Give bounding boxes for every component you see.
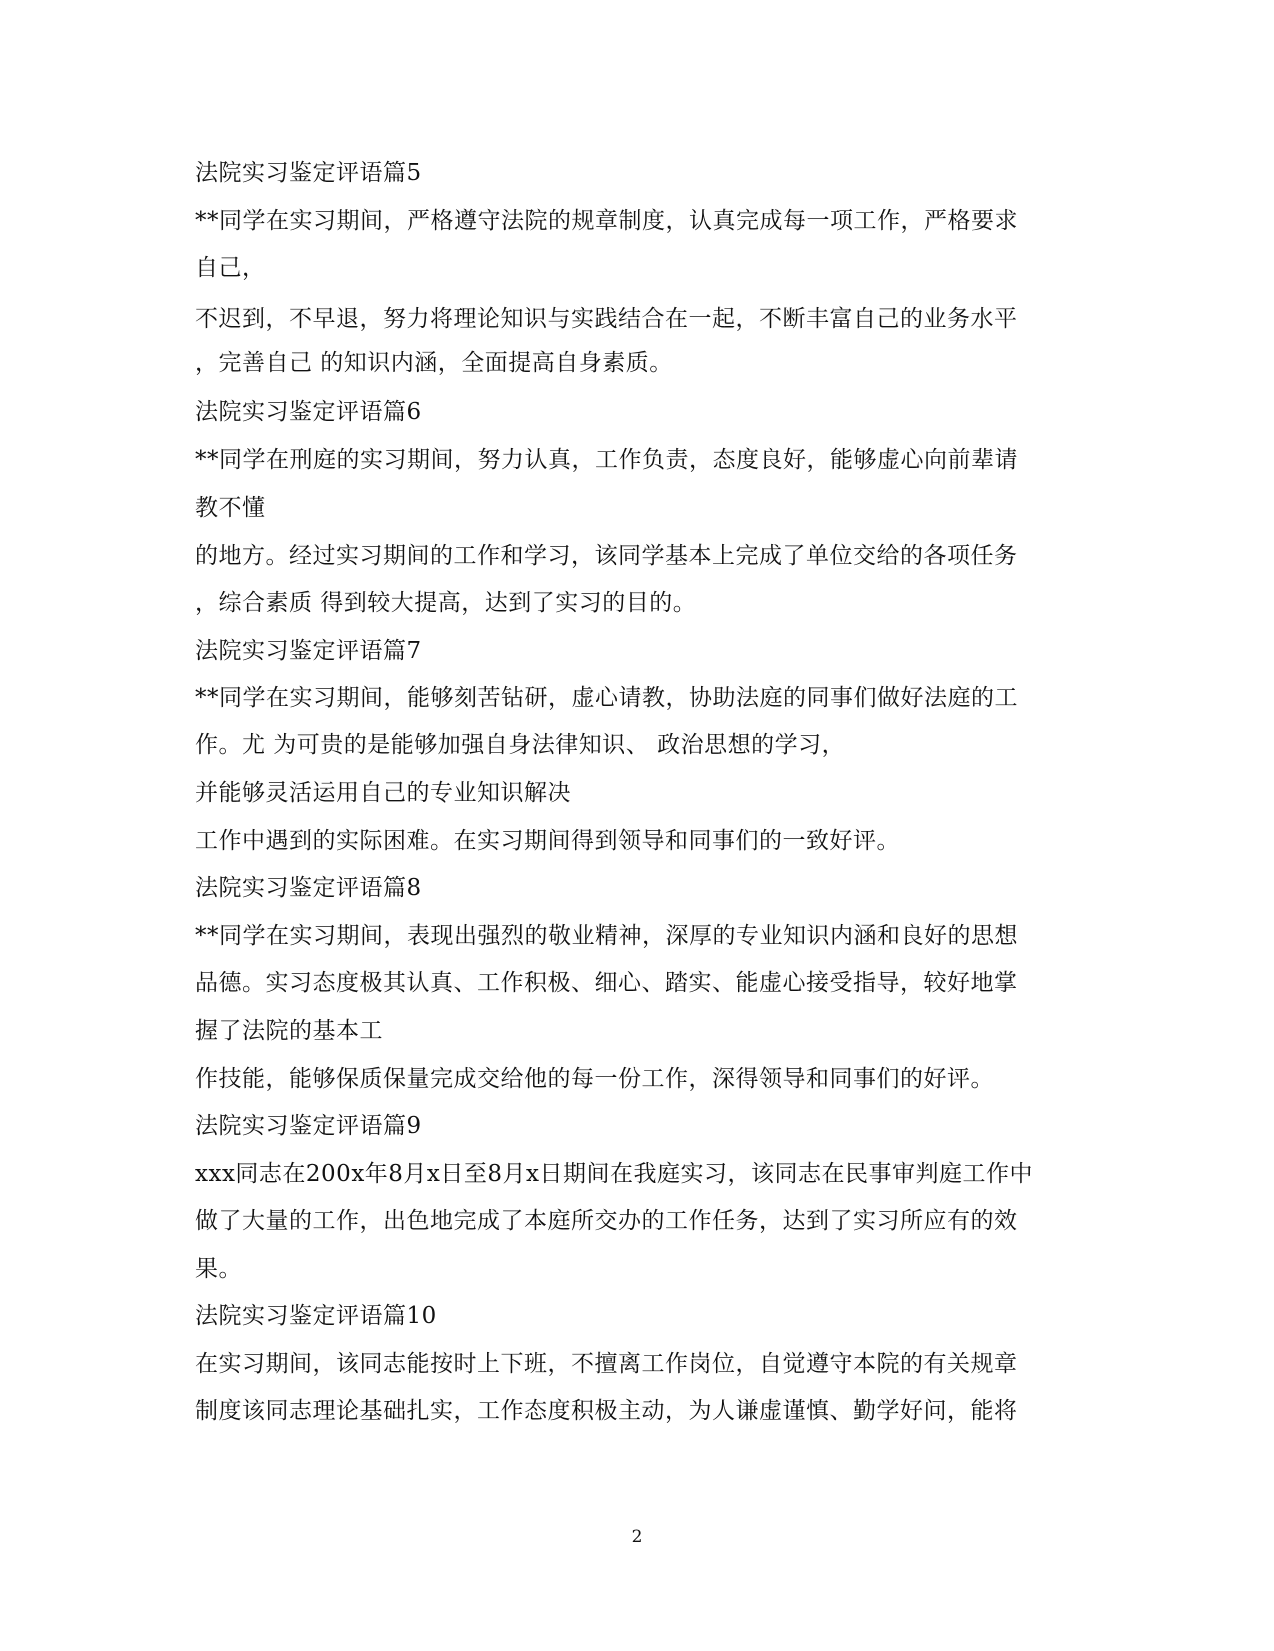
- page-number: 2: [631, 1527, 643, 1547]
- text-line: ，完善自己 的知识内涵，全面提高自身素质。: [195, 350, 673, 376]
- text-line: 做了大量的工作，出色地完成了本庭所交办的工作任务，达到了实习所应有的效: [195, 1208, 1018, 1234]
- text-line: 制度该同志理论基础扎实，工作态度积极主动，为人谦虚谨慎、勤学好问，能将: [195, 1398, 1018, 1424]
- heading-section-5: 法院实习鉴定评语篇5: [195, 160, 422, 186]
- text-line: 的地方。经过实习期间的工作和学习，该同学基本上完成了单位交给的各项任务: [195, 543, 1018, 569]
- text-line: 工作中遇到的实际困难。在实习期间得到领导和同事们的一致好评。: [195, 828, 900, 854]
- text-line: 并能够灵活运用自己的专业知识解决: [195, 780, 571, 806]
- text-line: **同学在实习期间，严格遵守法院的规章制度，认真完成每一项工作，严格要求: [195, 208, 1018, 234]
- text-line: 不迟到，不早退，努力将理论知识与实践结合在一起，不断丰富自己的业务水平: [195, 306, 1018, 332]
- heading-section-9: 法院实习鉴定评语篇9: [195, 1113, 422, 1139]
- heading-section-8: 法院实习鉴定评语篇8: [195, 875, 422, 901]
- text-line: **同学在实习期间，表现出强烈的敬业精神，深厚的专业知识内涵和良好的思想: [195, 923, 1018, 949]
- text-line: 自己，: [195, 255, 266, 281]
- text-line: 品德。实习态度极其认真、工作积极、细心、踏实、能虚心接受指导，较好地掌: [195, 970, 1018, 996]
- heading-section-6: 法院实习鉴定评语篇6: [195, 399, 422, 425]
- text-line: **同学在刑庭的实习期间，努力认真，工作负责，态度良好，能够虚心向前辈请: [195, 447, 1018, 473]
- text-line: ，综合素质 得到较大提高，达到了实习的目的。: [195, 590, 697, 616]
- text-line: 作技能，能够保质保量完成交给他的每一份工作，深得领导和同事们的好评。: [195, 1066, 994, 1092]
- text-line: 作。尤 为可贵的是能够加强自身法律知识、 政治思想的学习，: [195, 732, 846, 758]
- text-line: xxx同志在200x年8月x日至8月x日期间在我庭实习，该同志在民事审判庭工作中: [195, 1161, 1033, 1187]
- text-line: 在实习期间，该同志能按时上下班，不擅离工作岗位，自觉遵守本院的有关规章: [195, 1351, 1018, 1377]
- heading-section-10: 法院实习鉴定评语篇10: [195, 1303, 437, 1329]
- text-line: 果。: [195, 1256, 242, 1282]
- text-line: **同学在实习期间，能够刻苦钻研，虚心请教，协助法庭的同事们做好法庭的工: [195, 685, 1018, 711]
- text-line: 教不懂: [195, 495, 266, 521]
- text-line: 握了法院的基本工: [195, 1018, 383, 1044]
- heading-section-7: 法院实习鉴定评语篇7: [195, 638, 422, 664]
